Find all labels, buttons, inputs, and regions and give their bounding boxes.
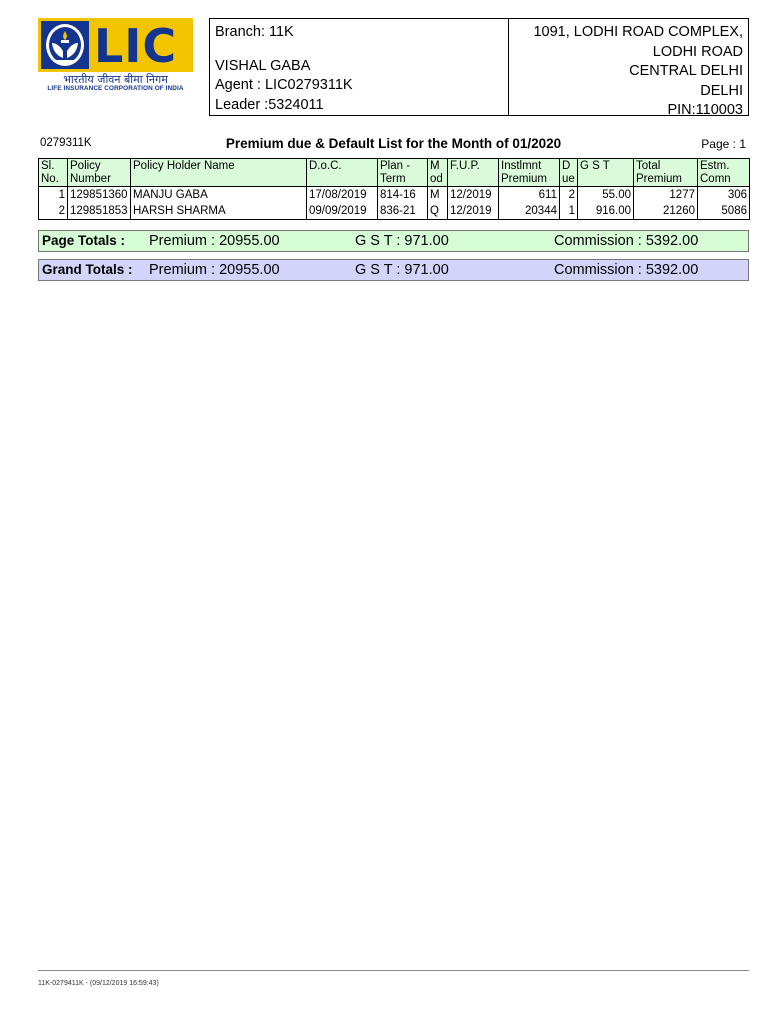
lic-logo	[38, 18, 193, 98]
branch-label: Branch: 11K	[215, 24, 294, 40]
column-header: M od	[428, 159, 448, 187]
column-header: F.U.P.	[448, 159, 499, 187]
address-line: LODHI ROAD	[652, 43, 743, 60]
due-count: 1	[560, 203, 578, 220]
mode: Q	[428, 203, 448, 220]
date-of-commencement: 17/08/2019	[307, 187, 378, 204]
column-header: Instlmnt Premium	[499, 159, 560, 187]
policy-number: 129851360	[68, 187, 131, 204]
logo-wordmark: LIC	[94, 19, 178, 73]
column-header: G S T	[578, 159, 634, 187]
column-header: Total Premium	[634, 159, 698, 187]
instalment-premium: 611	[499, 187, 560, 204]
column-header: Policy Number	[68, 159, 131, 187]
page-totals-gst: G S T : 971.00	[355, 233, 449, 249]
first-unpaid-premium: 12/2019	[448, 187, 499, 204]
grand-totals-premium: Premium : 20955.00	[149, 262, 280, 278]
total-premium: 1277	[634, 187, 698, 204]
grand-totals-gst: G S T : 971.00	[355, 262, 449, 278]
column-header: Plan - Term	[378, 159, 428, 187]
table-header-row	[39, 159, 750, 187]
agent-code: Agent : LIC0279311K	[215, 77, 353, 93]
instalment-premium: 20344	[499, 203, 560, 220]
due-count: 2	[560, 187, 578, 204]
premium-due-table	[38, 158, 750, 220]
mode: M	[428, 187, 448, 204]
address-line: DELHI	[700, 82, 743, 99]
estimated-commission: 5086	[698, 203, 750, 220]
page-totals-bar	[38, 230, 749, 252]
first-unpaid-premium: 12/2019	[448, 203, 499, 220]
grand-totals-label: Grand Totals :	[42, 262, 133, 277]
leader-code: Leader :5324011	[215, 96, 324, 113]
column-header: D ue	[560, 159, 578, 187]
serial-number: 2	[39, 203, 68, 220]
estimated-commission: 306	[698, 187, 750, 204]
total-premium: 21260	[634, 203, 698, 220]
page-number: Page : 1	[701, 137, 746, 151]
column-header: Policy Holder Name	[131, 159, 307, 187]
report-title-row	[38, 133, 749, 155]
address-line: 1091, LODHI ROAD COMPLEX,	[533, 24, 743, 40]
address-line: CENTRAL DELHI	[629, 63, 743, 79]
grand-totals-bar	[38, 259, 749, 281]
policy-holder-name: HARSH SHARMA	[131, 203, 307, 220]
page-totals-premium: Premium : 20955.00	[149, 233, 280, 249]
address-line: PIN:110003	[667, 102, 743, 118]
branch-address-box	[508, 18, 749, 116]
column-header: Sl. No.	[39, 159, 68, 187]
policy-holder-name: MANJU GABA	[131, 187, 307, 204]
grand-totals-commission: Commission : 5392.00	[554, 262, 699, 278]
logo-hindi-name: भारतीय जीवन बीमा निगम	[63, 73, 168, 86]
column-header: D.o.C.	[307, 159, 378, 187]
footer-divider	[38, 970, 749, 971]
date-of-commencement: 09/09/2019	[307, 203, 378, 220]
table-row	[39, 203, 750, 220]
logo-banner	[38, 18, 193, 72]
report-agent-code: 0279311K	[40, 137, 92, 149]
column-header: Estm. Comn	[698, 159, 750, 187]
logo-english-name: LIFE INSURANCE CORPORATION OF INDIA	[47, 85, 184, 92]
hands-lamp-emblem-icon	[41, 21, 89, 69]
page-totals-commission: Commission : 5392.00	[554, 233, 699, 249]
page-totals-label: Page Totals :	[42, 233, 126, 248]
agent-name: VISHAL GABA	[215, 57, 311, 74]
plan-term: 814-16	[378, 187, 428, 204]
agent-info-box	[209, 18, 509, 116]
table-row	[39, 187, 750, 204]
serial-number: 1	[39, 187, 68, 204]
policy-number: 129851853	[68, 203, 131, 220]
plan-term: 836-21	[378, 203, 428, 220]
report-title: Premium due & Default List for the Month of 01/2020	[225, 136, 562, 151]
footer-timestamp: 11K-0279411K - (09/12/2019 16:59:43)	[38, 980, 159, 987]
gst-amount: 55.00	[578, 187, 634, 204]
gst-amount: 916.00	[578, 203, 634, 220]
